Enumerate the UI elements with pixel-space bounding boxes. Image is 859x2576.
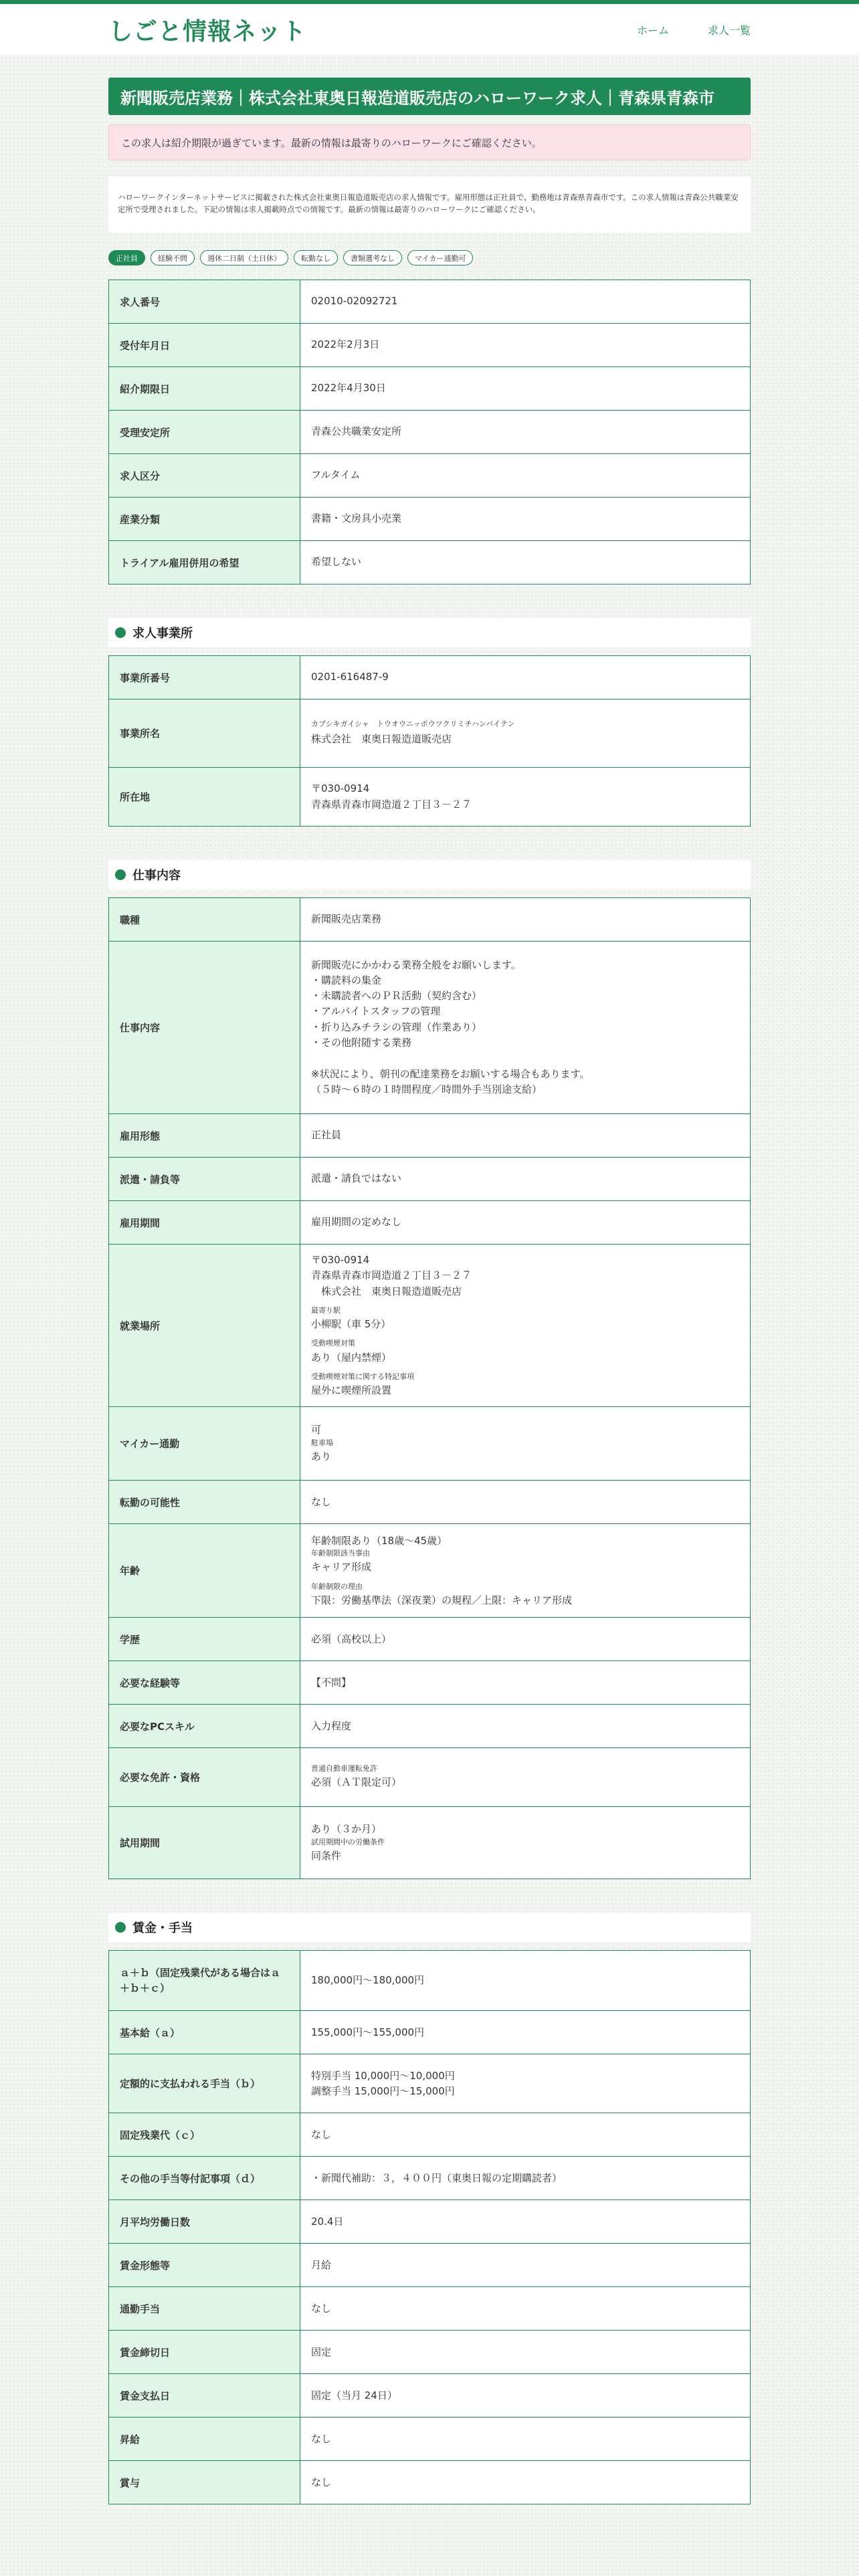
table-row — [109, 1618, 751, 1661]
row-value: ・新聞代補助：３，４００円（東奥日報の定期購読者） — [300, 2157, 751, 2200]
row-value — [300, 1748, 751, 1807]
company-address: 青森県青森市岡造道２丁目３－２７ — [311, 798, 472, 811]
content-line: ・購読料の集金 — [311, 974, 382, 986]
row-label: 派遣・請負等 — [109, 1158, 300, 1201]
table-row — [109, 454, 751, 498]
workplace-address: 青森県青森市岡造道２丁目３－２７ — [311, 1269, 472, 1282]
row-label: 産業分類 — [109, 498, 300, 541]
row-label: トライアル雇用併用の希望 — [109, 541, 300, 584]
row-value: なし — [300, 1481, 751, 1524]
row-value: 入力程度 — [300, 1705, 751, 1748]
row-label: 受付年月日 — [109, 324, 300, 367]
row-label: 賃金形態等 — [109, 2244, 300, 2287]
table-row — [109, 2157, 751, 2200]
table-row — [109, 942, 751, 1114]
section-heading-company — [108, 618, 751, 647]
row-value: 固定（当月 24日） — [300, 2374, 751, 2418]
table-row — [109, 1158, 751, 1201]
company-zip: 〒030-0914 — [311, 782, 370, 795]
wage-table — [108, 1950, 751, 2504]
row-value: 155,000円～155,000円 — [300, 2011, 751, 2054]
row-value: 書籍・文房具小売業 — [300, 498, 751, 541]
workplace-company: 株式会社 東奥日報造道販売店 — [311, 1285, 462, 1297]
table-row — [109, 1245, 751, 1407]
row-value: 2022年4月30日 — [300, 367, 751, 411]
tag-list — [108, 250, 751, 266]
row-label: 必要な免許・資格 — [109, 1748, 300, 1807]
row-value — [300, 1807, 751, 1879]
table-row — [109, 1201, 751, 1245]
trial-condition: 同条件 — [311, 1850, 342, 1862]
section-heading-wage — [108, 1913, 751, 1942]
sub-label: 最寄り駅 — [311, 1305, 341, 1315]
site-header — [0, 4, 859, 55]
table-row — [109, 1114, 751, 1158]
table-row — [109, 1705, 751, 1748]
car-commute: 可 — [311, 1424, 322, 1436]
row-label: マイカー通勤 — [109, 1407, 300, 1481]
row-value: 月給 — [300, 2244, 751, 2287]
table-row — [109, 2287, 751, 2331]
table-row — [109, 2011, 751, 2054]
row-label: その他の手当等付記事項（ｄ） — [109, 2157, 300, 2200]
license-name: 普通自動車運転免許 — [311, 1764, 377, 1774]
row-label: 固定残業代（ｃ） — [109, 2113, 300, 2157]
expired-alert: この求人は紹介期限が過ぎています。最新の情報は最寄りのハローワークにご確認ください。 — [108, 124, 751, 160]
row-label: 事業所番号 — [109, 656, 300, 700]
row-label: 事業所名 — [109, 700, 300, 768]
main-content — [108, 55, 751, 2515]
row-label: 求人区分 — [109, 454, 300, 498]
row-label: 試用期間 — [109, 1807, 300, 1879]
row-label: 学歴 — [109, 1618, 300, 1661]
table-row — [109, 1951, 751, 2011]
allowance-line: 調整手当 15,000円～15,000円 — [311, 2084, 455, 2097]
workplace-zip: 〒030-0914 — [311, 1254, 370, 1266]
page-title: 新聞販売店業務｜株式会社東奥日報造道販売店のハローワーク求人｜青森県青森市 — [108, 78, 751, 115]
row-label: 仕事内容 — [109, 942, 300, 1114]
table-row — [109, 1807, 751, 1879]
table-row — [109, 768, 751, 827]
age-range: キャリア形成 — [311, 1561, 372, 1574]
row-value: なし — [300, 2113, 751, 2157]
row-value: 2022年2月3日 — [300, 324, 751, 367]
row-value — [300, 768, 751, 827]
nav-home-link[interactable]: ホーム — [636, 23, 669, 37]
table-row — [109, 2113, 751, 2157]
row-value: 雇用期間の定めなし — [300, 1201, 751, 1245]
section-title: 求人事業所 — [132, 627, 193, 641]
row-label: 月平均労働日数 — [109, 2200, 300, 2244]
row-label: 賞与 — [109, 2461, 300, 2504]
row-value: なし — [300, 2461, 751, 2504]
row-value: なし — [300, 2287, 751, 2331]
table-row — [109, 2054, 751, 2113]
row-label: 転勤の可能性 — [109, 1481, 300, 1524]
table-row — [109, 1748, 751, 1807]
bullet-dot-icon — [115, 627, 126, 638]
table-row — [109, 2461, 751, 2504]
job-table — [108, 897, 751, 1879]
company-name: 株式会社 東奥日報造道販売店 — [311, 733, 452, 746]
parking: あり — [311, 1451, 332, 1463]
tag-experience: 経験不問 — [151, 250, 195, 265]
company-table — [108, 655, 751, 827]
row-value: 必須（高校以上） — [300, 1618, 751, 1661]
tag-holidays: 週休二日制（土日休） — [200, 250, 288, 265]
row-value: 02010-02092721 — [300, 280, 751, 324]
content-line: ・アルバイトスタッフの管理 — [311, 1005, 441, 1018]
table-row — [109, 367, 751, 411]
table-row — [109, 541, 751, 584]
row-label: 昇給 — [109, 2418, 300, 2461]
row-label: 通勤手当 — [109, 2287, 300, 2331]
table-row — [109, 280, 751, 324]
table-row — [109, 1407, 751, 1481]
table-row — [109, 411, 751, 454]
tag-no-transfer: 転勤なし — [294, 250, 338, 265]
row-label: ａ＋ｂ（固定残業代がある場合はａ＋ｂ＋ｃ） — [109, 1951, 300, 2011]
smoking-policy: あり（屋内禁煙） — [311, 1351, 392, 1364]
row-label: 紹介期限日 — [109, 367, 300, 411]
row-value — [300, 1524, 751, 1618]
content-line: （５時～６時の１時間程度／時間外手当別途支給） — [311, 1083, 543, 1096]
content-line: 新聞販売にかかわる業務全般をお願いします。 — [311, 958, 521, 971]
table-row — [109, 2331, 751, 2374]
trial-period: あり（３か月） — [311, 1823, 382, 1836]
company-name-kana: カブシキガイシャ トウオウニッポウツクリミチハンバイテン — [311, 719, 515, 728]
age-reason: 下限：労働基準法（深夜業）の規程／上限：キャリア形成 — [311, 1594, 573, 1606]
tag-no-screening: 書類選考なし — [343, 250, 402, 265]
sub-label: 年齢制限該当事由 — [311, 1548, 370, 1558]
workplace — [300, 1245, 751, 1407]
row-value — [300, 2054, 751, 2113]
table-row — [109, 2418, 751, 2461]
row-label: 所在地 — [109, 768, 300, 827]
table-row — [109, 1661, 751, 1705]
row-value: 青森公共職業安定所 — [300, 411, 751, 454]
sub-label: 試用期間中の労働条件 — [311, 1837, 385, 1846]
row-label: 雇用期間 — [109, 1201, 300, 1245]
bullet-dot-icon — [115, 869, 126, 880]
row-value: 派遣・請負ではない — [300, 1158, 751, 1201]
row-value: フルタイム — [300, 454, 751, 498]
notice-text: ハローワークインターネットサービスに掲載された株式会社東奥日報造道販売店の求人情報です。雇用形態は正社員で、勤務地は青森県青森市です。この求人情報は青森公共職業安定所で受理されました。下記の情報は求人掲載時点での情報です。最新の情報は最寄りのハローワークにご確認ください。 — [108, 177, 751, 233]
table-row — [109, 2374, 751, 2418]
table-row — [109, 1481, 751, 1524]
content-line: ・折り込みチラシの管理（作業あり） — [311, 1021, 482, 1033]
basic-info-table — [108, 280, 751, 584]
bullet-dot-icon — [115, 1922, 126, 1933]
row-label: 求人番号 — [109, 280, 300, 324]
section-title: 仕事内容 — [132, 869, 181, 883]
nav-job-list-link[interactable]: 求人一覧 — [707, 23, 751, 37]
sub-label: 受動喫煙対策に関する特記事項 — [311, 1372, 414, 1381]
row-label: 就業場所 — [109, 1245, 300, 1407]
row-value: なし — [300, 2418, 751, 2461]
sub-label: 受動喫煙対策 — [311, 1339, 355, 1348]
row-label: 職種 — [109, 898, 300, 942]
age-limit: 年齢制限あり（18歳～45歳） — [311, 1534, 448, 1547]
content-line: ※状況により、朝刊の配達業務をお願いする場合もあります。 — [311, 1068, 590, 1080]
table-row — [109, 700, 751, 768]
tag-car-commute: マイカー通勤可 — [407, 250, 473, 265]
row-label: 雇用形態 — [109, 1114, 300, 1158]
table-row — [109, 324, 751, 367]
table-row — [109, 898, 751, 942]
sub-label: 駐車場 — [311, 1438, 333, 1447]
job-content — [300, 942, 751, 1114]
row-value: 【不問】 — [300, 1661, 751, 1705]
section-title: 賃金・手当 — [132, 1921, 193, 1936]
row-value — [300, 700, 751, 768]
license-requirement: 必須（ＡＴ限定可） — [311, 1776, 402, 1789]
nearest-station: 小柳駅（車 5分） — [311, 1318, 391, 1331]
smoking-note: 屋外に喫煙所設置 — [311, 1384, 392, 1397]
row-label: 必要な経験等 — [109, 1661, 300, 1705]
row-label: 受理安定所 — [109, 411, 300, 454]
row-value: 固定 — [300, 2331, 751, 2374]
row-value: 正社員 — [300, 1114, 751, 1158]
row-label: 定額的に支払われる手当（ｂ） — [109, 2054, 300, 2113]
content-line: ・未購読者へのＰＲ活動（契約含む） — [311, 990, 482, 1002]
row-value: 180,000円～180,000円 — [300, 1951, 751, 2011]
table-row — [109, 1524, 751, 1618]
row-label: 年齢 — [109, 1524, 300, 1618]
content-line — [311, 1051, 739, 1067]
occupation: 新聞販売店業務 — [300, 898, 751, 942]
section-heading-job — [108, 860, 751, 889]
sub-label: 年齢制限の理由 — [311, 1582, 363, 1591]
office-number: 0201-616487-9 — [300, 656, 751, 700]
row-value — [300, 1407, 751, 1481]
row-value: 希望しない — [300, 541, 751, 584]
tag-employment: 正社員 — [108, 250, 145, 265]
row-label: 基本給（ａ） — [109, 2011, 300, 2054]
site-logo[interactable]: しごと情報ネット — [108, 17, 307, 45]
header-nav — [637, 22, 751, 37]
table-row — [109, 2200, 751, 2244]
row-label: 賃金支払日 — [109, 2374, 300, 2418]
table-row — [109, 656, 751, 700]
table-row — [109, 498, 751, 541]
table-row — [109, 2244, 751, 2287]
row-value: 20.4日 — [300, 2200, 751, 2244]
content-line: ・その他附随する業務 — [311, 1036, 412, 1049]
row-label: 必要なPCスキル — [109, 1705, 300, 1748]
allowance-line: 特別手当 10,000円～10,000円 — [311, 2069, 455, 2082]
row-label: 賃金締切日 — [109, 2331, 300, 2374]
bottom-spacer — [108, 2504, 751, 2515]
